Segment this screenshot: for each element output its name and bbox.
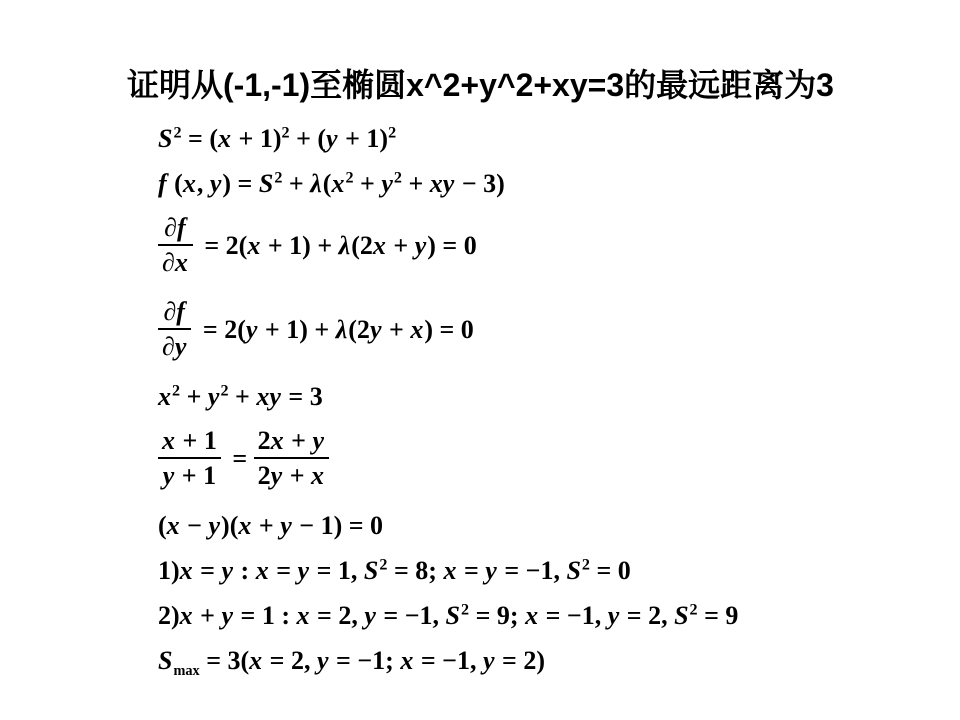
- equation-line: f (x, $y) = S^2 + \lambda(x^2 + y^2$ + xy − 3): [158, 169, 505, 198]
- equation-line: 1)x = y : x = y = 1, $S^2 = 8$; x = y = −1, $S^2 = 0$: [158, 556, 631, 585]
- equation-line: $\frac{\partial f}{\partial x}$ = 2(x + 1) + λ(2x + y) = 0: [158, 212, 738, 284]
- equation-line: 2)x + y = 1 : x = 2, y = −1, $S^2 = 9$; x = −1, y = 2, $S^2 = 9$: [158, 601, 739, 630]
- fraction: $\frac{x + 1}{y + 1}$: [158, 425, 221, 491]
- fraction: $\frac{\partial f}{\partial x}$: [158, 212, 193, 278]
- equation-line: $\frac{\partial f}{\partial y}$ = 2(y + 1) + λ(2y + x) = 0: [158, 296, 738, 368]
- equation-line: $x^2 + y^2$ + xy = 3: [158, 382, 323, 411]
- equations-block: [158, 122, 738, 689]
- equation-line: $S^2 = (x + 1)^2 + (y + 1)^2$: [158, 124, 397, 153]
- fraction: $\frac{2x + y}{2y + x}$: [254, 425, 329, 491]
- equation-line: $S_{max} = 3(x = 2$, y = −1; x = −1, y = 2): [158, 646, 546, 680]
- equation-line: (x − y)(x + y − 1) = 0: [158, 511, 384, 540]
- equation-line: $\frac{x + 1}{y + 1}$ = $\frac{2x + y}{2y + x}$: [158, 425, 738, 497]
- fraction: $\frac{\partial f}{\partial y}$: [158, 296, 191, 362]
- page-title: 证明从(-1,-1)至椭圆x^2+y^2+xy=3的最远距离为3: [127, 67, 834, 103]
